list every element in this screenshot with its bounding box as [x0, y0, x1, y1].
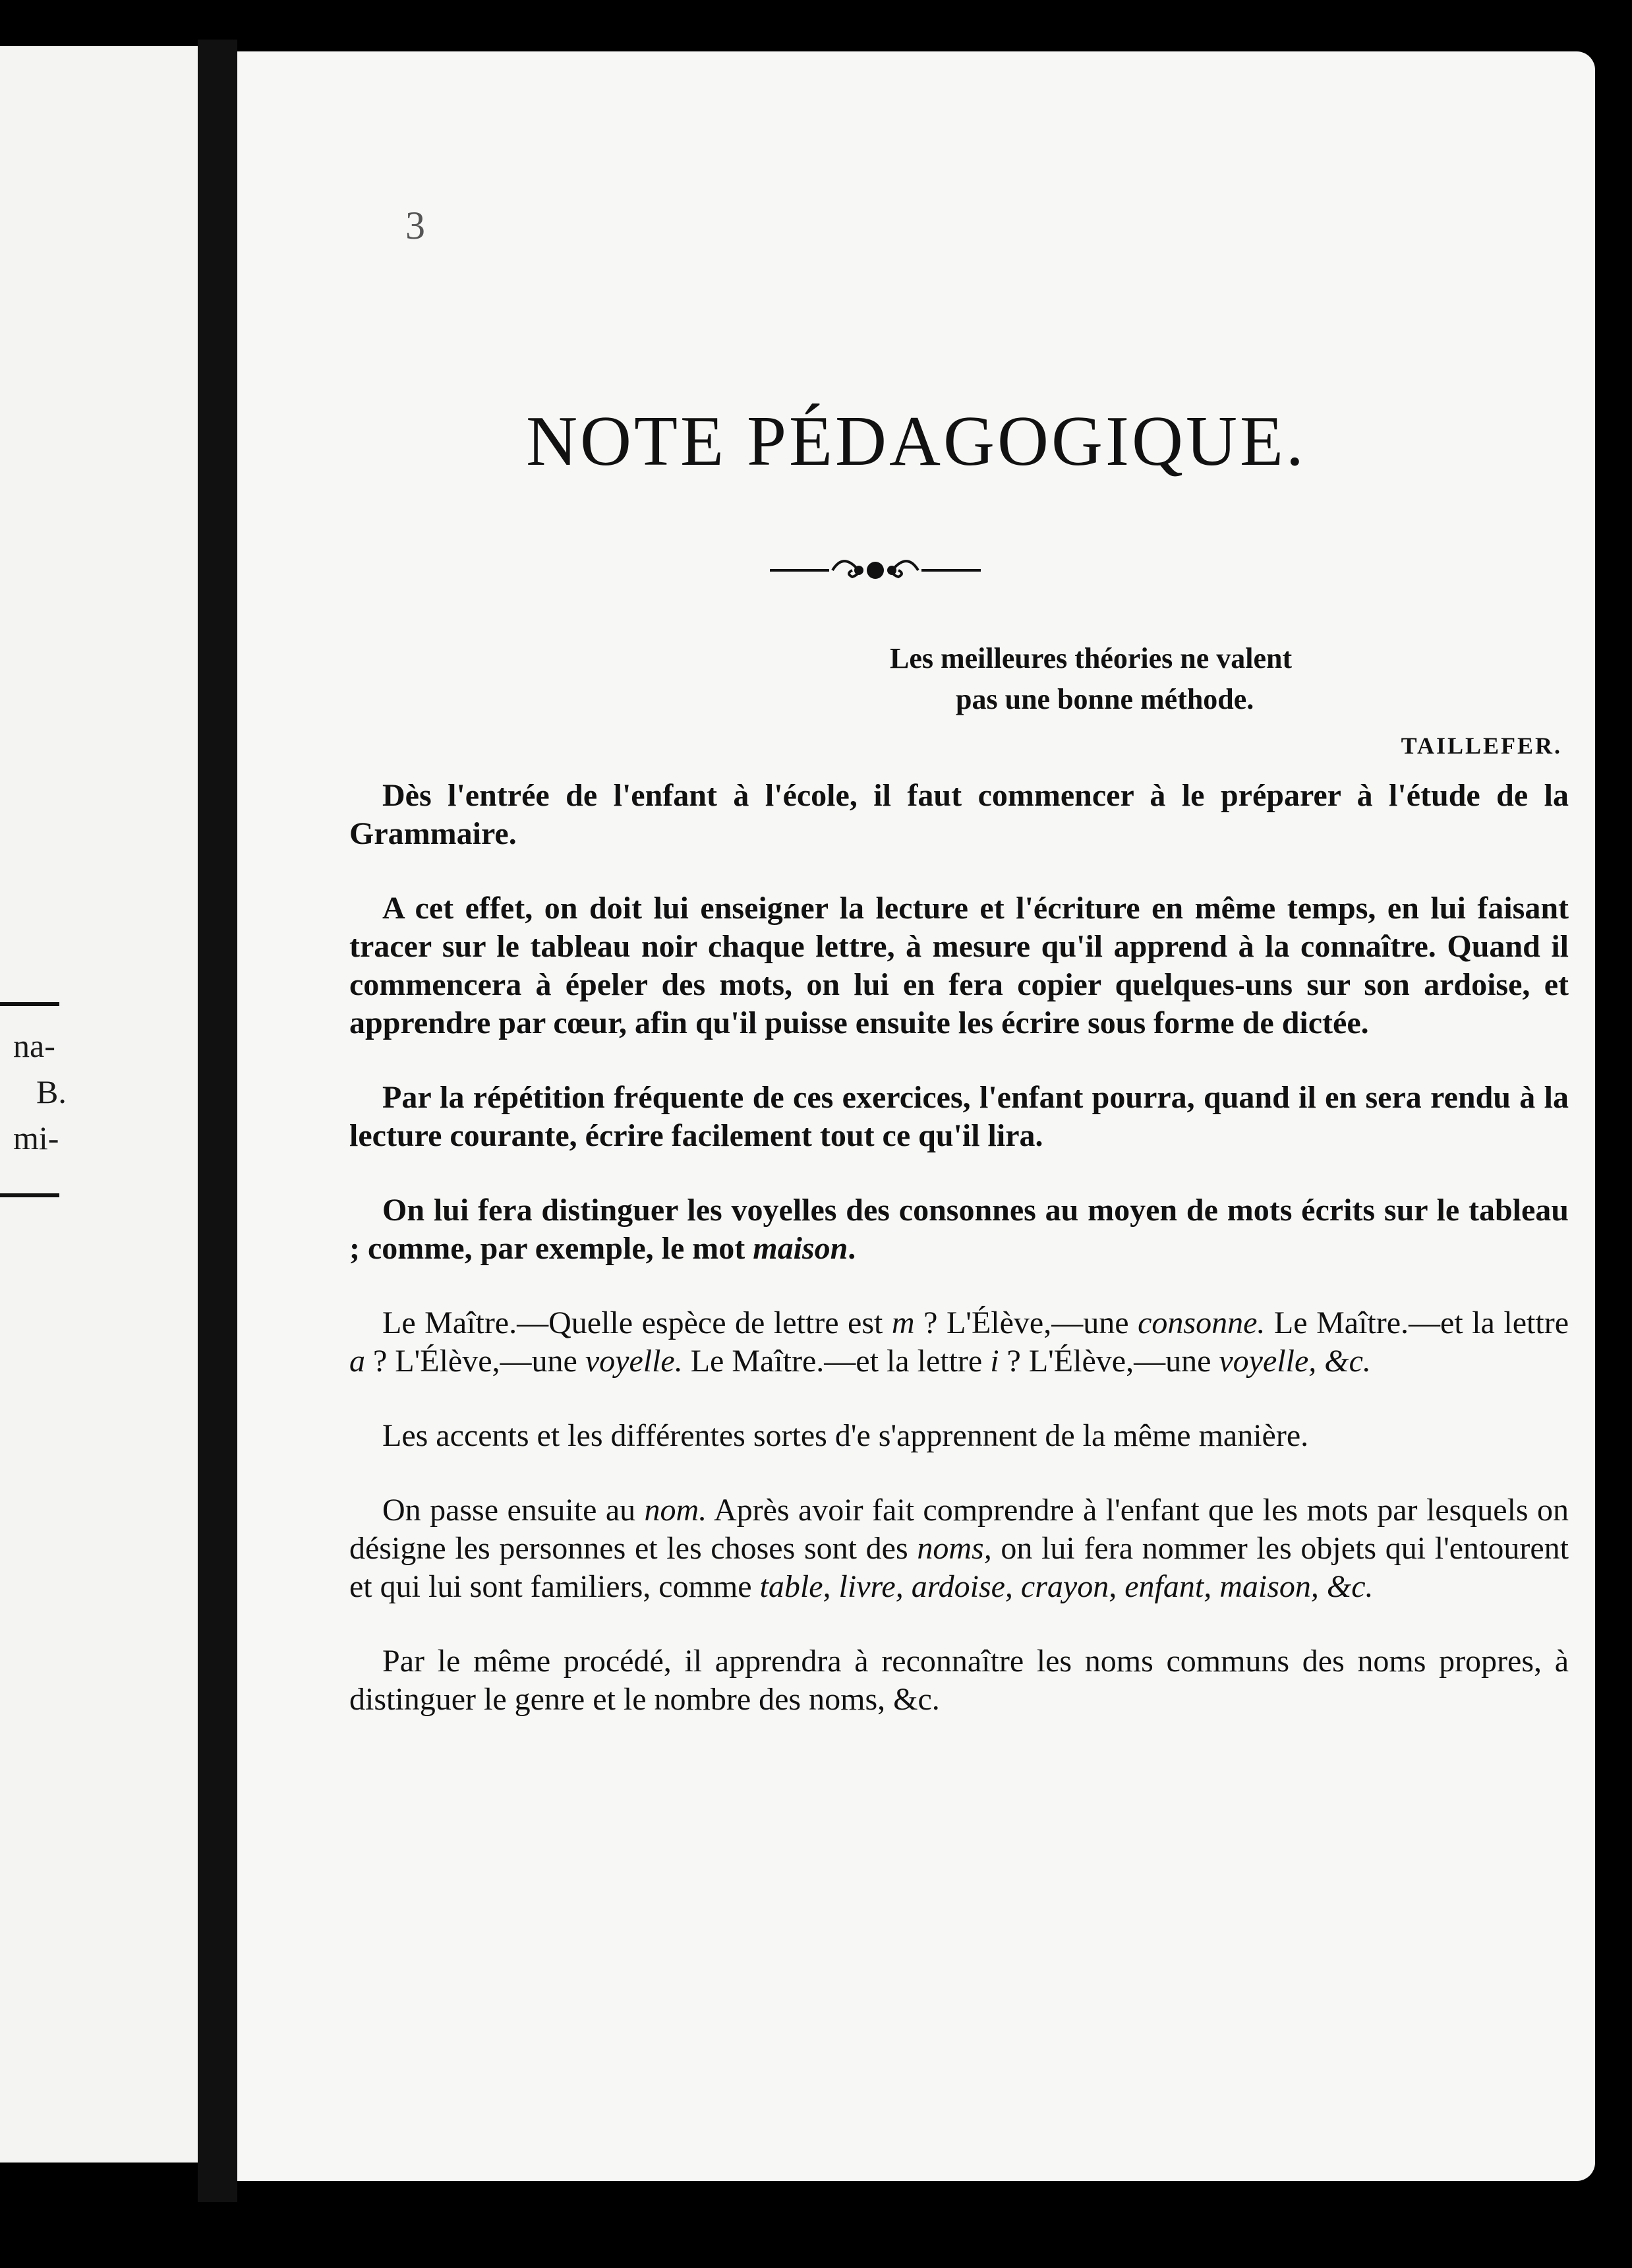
italic-word: a [349, 1344, 365, 1379]
paragraph-text: Après avoir fait comprendre à l'enfant que les mots par lesquels on désigne les personnes et les choses sont des [349, 1493, 1569, 1566]
body-text [349, 777, 1569, 1755]
paragraph: Les accents et les différentes sortes d'e s'apprennent de la même manière. [382, 1418, 1309, 1453]
page-title: NOTE PÉDAGOGIQUE. [526, 402, 1306, 481]
italic-word: voyelle. [585, 1344, 683, 1379]
epigraph-author: TAILLEFER. [1401, 732, 1562, 759]
italic-word: table, livre, ardoise, crayon, enfant, maison, &c. [759, 1569, 1374, 1604]
left-page-rule [0, 1002, 59, 1006]
paragraph-text: ? L'Élève,—une [999, 1344, 1219, 1379]
left-page-fragment: mi- [13, 1119, 59, 1156]
paragraph [349, 1491, 1569, 1606]
italic-word: noms, [917, 1531, 992, 1566]
paragraph: A cet effet, on doit lui enseigner la lecture et l'écriture en même temps, en lui faisant tracer sur le tableau noir chaque lettre, à mesure qu'il apprend à la connaître. Quand il commencera à épeler des mots, on lui en fera copier quelques-uns sur son ardoise, et apprendre par cœur, afin qu'il puisse ensuite les écrire sous forme de dictée. [349, 891, 1569, 1040]
italic-word: nom. [644, 1493, 707, 1528]
left-facing-page [0, 46, 198, 2163]
page-number: 3 [405, 204, 425, 247]
paragraph-text: On lui fera distinguer les voyelles des consonnes au moyen de mots écrits sur le tableau ; comme, par exemple, le mot [349, 1193, 1569, 1266]
paragraph [349, 1304, 1569, 1381]
book-page [237, 51, 1595, 2181]
paragraph-text: on lui fera nommer les objets qui l'entourent et qui lui sont familiers, comme [349, 1531, 1569, 1604]
left-page-rule [0, 1193, 59, 1197]
left-page-fragment: B. [36, 1073, 67, 1110]
paragraph-text: ? L'Élève,—une [914, 1305, 1138, 1340]
paragraph [349, 1191, 1569, 1268]
italic-word: voyelle, &c. [1219, 1344, 1371, 1379]
paragraph: Dès l'entrée de l'enfant à l'école, il faut commencer à le préparer à l'étude de la Grammaire. [349, 778, 1569, 851]
epigraph-line: Les meilleures théories ne valent [890, 642, 1293, 674]
italic-word: m [891, 1305, 915, 1340]
left-page-fragment: na- [13, 1027, 55, 1064]
paragraph-text: Le Maître.—Quelle espèce de lettre est [382, 1305, 892, 1340]
paragraph-text: ? L'Élève,—une [365, 1344, 585, 1379]
epigraph-line: pas une bonne méthode. [956, 683, 1254, 715]
epigraph [890, 638, 1562, 766]
paragraph-text: Le Maître.—et la lettre [1265, 1305, 1569, 1340]
paragraph: Par la répétition fréquente de ces exercices, l'enfant pourra, quand il en sera rendu à la lecture courante, écrire facilement tout ce qu'il lira. [349, 1080, 1569, 1153]
italic-word: consonne. [1138, 1305, 1266, 1340]
book-gutter [198, 40, 237, 2202]
paragraph: Par le même procédé, il apprendra à reconnaître les noms communs des noms propres, à distinguer le genre et le nombre des noms, &c. [349, 1644, 1569, 1717]
paragraph-text: On passe ensuite au [382, 1493, 645, 1528]
ornament-divider-icon [770, 547, 981, 593]
paragraph-text: Le Maître.—et la lettre [682, 1344, 991, 1379]
italic-word: i [990, 1344, 999, 1379]
paragraph-text: . [848, 1231, 856, 1266]
italic-word: maison [753, 1231, 848, 1266]
